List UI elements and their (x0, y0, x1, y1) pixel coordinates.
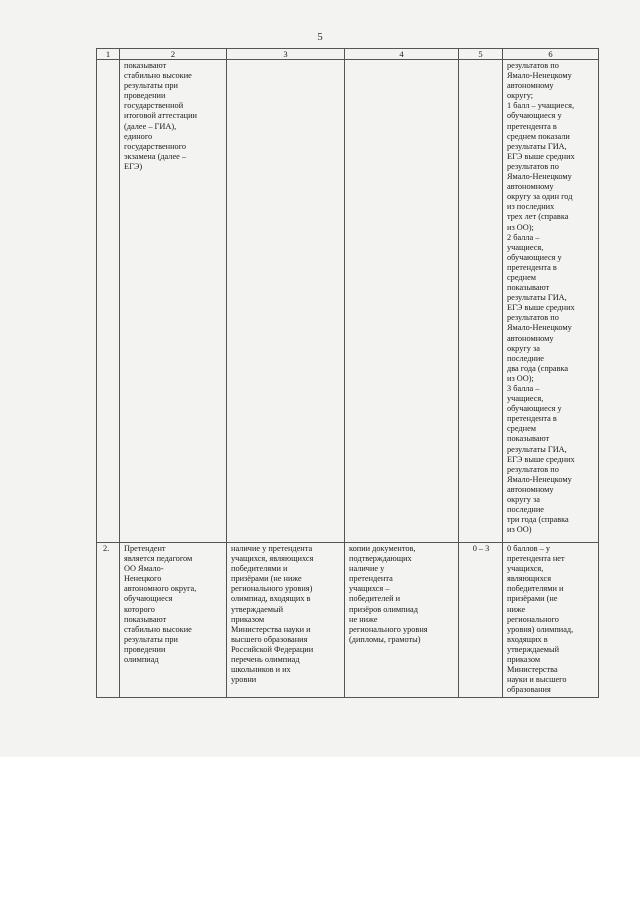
table-row (97, 60, 599, 543)
column-header: 5 (459, 49, 503, 60)
points-cell (459, 60, 503, 543)
scale-cell: 0 баллов – у претендента нет учащихся, являющихся победителями и призёрами (не ниже регионального уровня) олимпиад, входящих в утверждаемый приказом Министерства науки и высшего образования (503, 543, 599, 698)
indicator-cell: наличие у претендента учащихся, являющихся победителями и призёрами (не ниже регионального уровня) олимпиад, входящих в утверждаемый приказом Министерства науки и высшего образования Российской Федерации перечень олимпиад школьников и их уровни (227, 543, 345, 698)
column-header: 4 (345, 49, 459, 60)
table-row (97, 543, 599, 698)
page-number: 5 (317, 31, 323, 43)
column-header: 3 (227, 49, 345, 60)
column-header: 6 (503, 49, 599, 60)
blank-margin (0, 757, 640, 905)
column-header: 2 (120, 49, 227, 60)
table-header-row (97, 49, 599, 60)
indicator-cell (227, 60, 345, 543)
criteria-table (96, 48, 599, 698)
criterion-cell: Претендент является педагогом ОО Ямало- Ненецкого автономного округа, обучающиеся которого показывают стабильно высокие результаты при проведении олимпиад (120, 543, 227, 698)
row-number-cell (97, 60, 120, 543)
documents-cell (345, 60, 459, 543)
points-cell: 0 – 3 (459, 543, 503, 698)
documents-cell: копии документов, подтверждающих наличие у претендента учащихся – победителей и призёров олимпиад не ниже регионального уровня (дипломы, грамоты) (345, 543, 459, 698)
row-number-cell: 2. (97, 543, 120, 698)
column-header: 1 (97, 49, 120, 60)
criterion-cell: показывают стабильно высокие результаты при проведении государственной итоговой аттестации (далее – ГИА), единого государственного экзамена (далее – ЕГЭ) (120, 60, 227, 543)
scale-cell: результатов по Ямало-Ненецкому автономному округу; 1 балл – учащиеся, обучающиеся у претендента в среднем показали результаты ГИА, ЕГЭ выше средних результатов по Ямало-Ненецкому автономному округу за один год из последних трех лет (справка из ОО); 2 балла – учащиеся, обучающиеся у претендента в среднем показывают результаты ГИА, ЕГЭ выше средних результатов по Ямало-Ненецкому автономному округу за последние два года (справка из ОО); 3 балла – учащиеся, обучающиеся у претендента в среднем показывают результаты ГИА, ЕГЭ выше средних результатов по Ямало-Ненецкому автономному округу за последние три года (справка из ОО) (503, 60, 599, 543)
